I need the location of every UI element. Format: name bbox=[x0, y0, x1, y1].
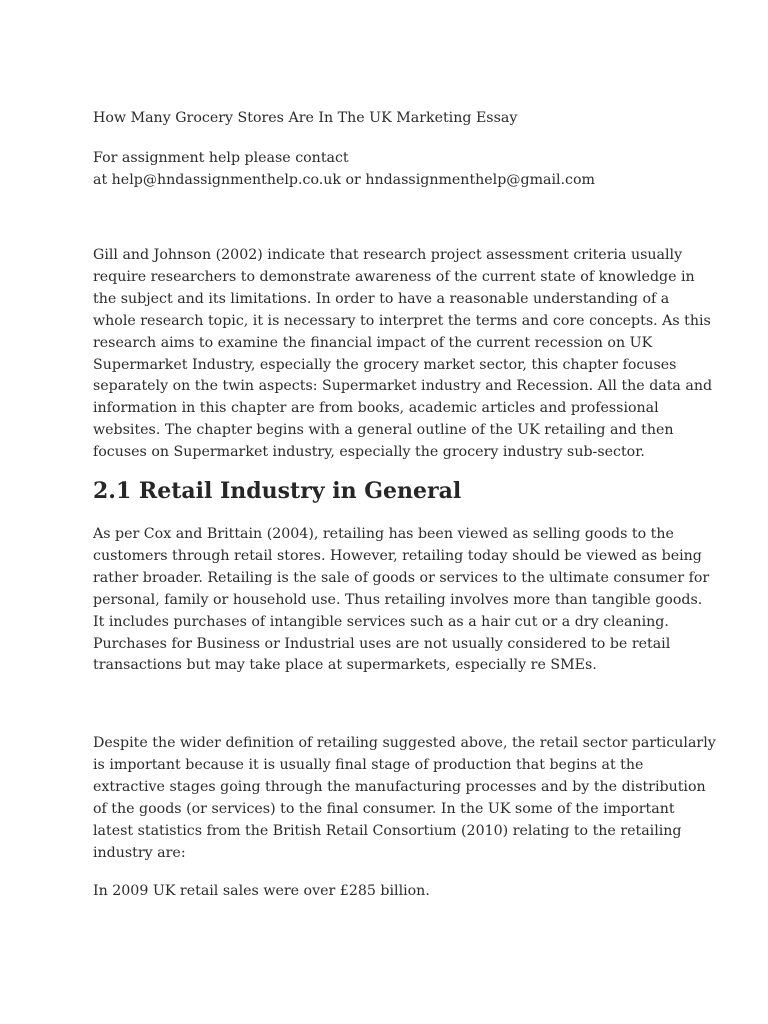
text-line: It includes purchases of intangible services such as a hair cut or a dry cleaning. bbox=[93, 613, 669, 630]
text-line: Gill and Johnson (2002) indicate that research project assessment criteria usually bbox=[93, 247, 683, 263]
text-line: transactions but may take place at supermarkets, especially re SMEs. bbox=[93, 657, 597, 674]
text-line: industry are: bbox=[93, 844, 186, 861]
text-line: Purchases for Business or Industrial uses are not usually considered to be retail bbox=[93, 635, 671, 652]
text-line: Supermarket Industry, especially the grocery market sector, this chapter focuses bbox=[93, 356, 677, 373]
text-line: websites. The chapter begins with a general outline of the UK retailing and then bbox=[93, 422, 674, 439]
paragraph-intro bbox=[93, 245, 713, 464]
text-line: customers through retail stores. However, retailing today should be viewed as being bbox=[93, 547, 702, 564]
paragraph-retailing-definition bbox=[93, 524, 710, 677]
paragraph-retail-sector bbox=[93, 733, 716, 864]
text-line: As per Cox and Brittain (2004), retailing has been viewed as selling goods to the bbox=[93, 526, 674, 542]
text-line: of the goods (or services) to the final consumer. In the UK some of the important bbox=[93, 800, 675, 817]
text-line: information in this chapter are from books, academic articles and professional bbox=[93, 400, 659, 417]
document-title: How Many Grocery Stores Are In The UK Marketing Essay bbox=[93, 110, 518, 126]
text-line: latest statistics from the British Retail Consortium (2010) relating to the retailing bbox=[93, 822, 682, 839]
text-line: Despite the wider definition of retailing suggested above, the retail sector particularly bbox=[93, 735, 716, 751]
text-line: research aims to examine the financial impact of the current recession on UK bbox=[93, 334, 653, 351]
text-line: In 2009 UK retail sales were over £285 billion. bbox=[93, 883, 430, 899]
text-line: require researchers to demonstrate awareness of the current state of knowledge in bbox=[93, 268, 695, 285]
section-heading: 2.1 Retail Industry in General bbox=[93, 478, 462, 504]
text-line: separately on the twin aspects: Supermarket industry and Recession. All the data and bbox=[93, 378, 713, 395]
text-line: whole research topic, it is necessary to interpret the terms and core concepts. As this bbox=[93, 312, 711, 329]
text-line: the subject and its limitations. In order to have a reasonable understanding of a bbox=[93, 290, 670, 307]
paragraph-retail-sales bbox=[93, 881, 683, 903]
contact-info bbox=[93, 147, 683, 191]
text-line: is important because it is usually final stage of production that begins at the bbox=[93, 756, 644, 773]
contact-email-line: at help@hndassignmenthelp.co.uk or hndassignmenthelp@gmail.com bbox=[93, 172, 596, 188]
text-line: extractive stages going through the manufacturing processes and by the distribution bbox=[93, 778, 706, 795]
text-line: personal, family or household use. Thus retailing involves more than tangible goods. bbox=[93, 591, 703, 608]
text-line: focuses on Supermarket industry, especially the grocery industry sub-sector. bbox=[93, 444, 645, 461]
contact-line: For assignment help please contact bbox=[93, 150, 349, 166]
text-line: rather broader. Retailing is the sale of goods or services to the ultimate consumer for bbox=[93, 569, 710, 586]
